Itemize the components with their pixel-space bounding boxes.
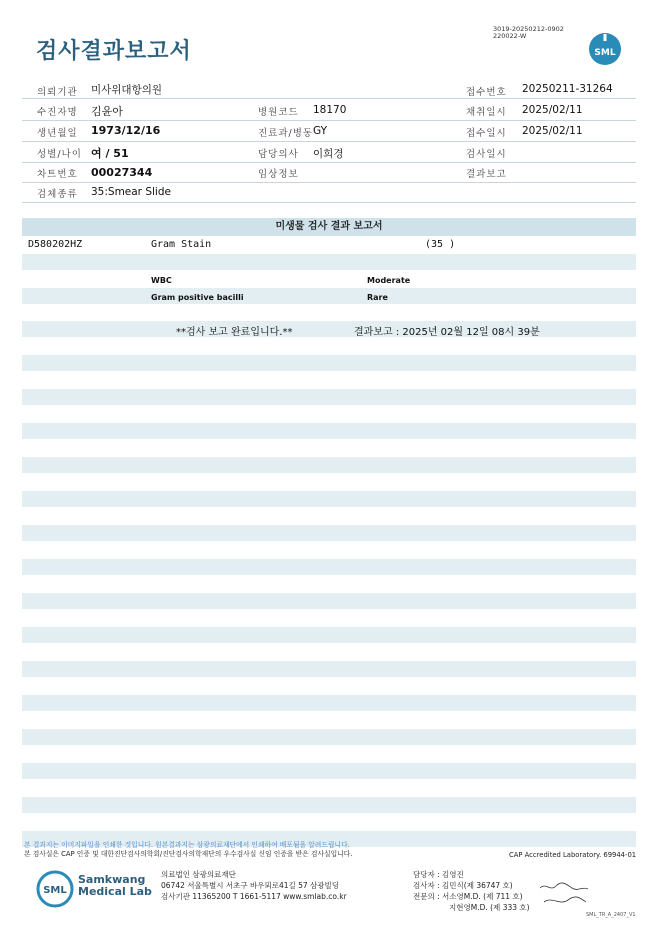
row-stripe <box>22 695 636 711</box>
row-stripe <box>22 491 636 507</box>
row-stripe <box>22 763 636 779</box>
receipt-date: 2025/02/11 <box>522 125 583 137</box>
label-patient-name: 수진자명 <box>37 107 78 118</box>
result-name-gpb: Gram positive bacilli <box>151 293 244 302</box>
label-receipt-date: 접수일시 <box>466 128 507 139</box>
doc-code-line1: 3019-20250212-0902 <box>493 25 564 33</box>
row-stripe <box>22 321 636 337</box>
doc-code <box>493 26 564 40</box>
row-stripe <box>22 729 636 745</box>
label-doctor: 담당의사 <box>258 149 299 160</box>
result-value-gpb: Rare <box>367 293 388 302</box>
divider <box>22 120 636 121</box>
label-clinical-info: 임상정보 <box>258 169 299 180</box>
label-collection-date: 채취일시 <box>466 107 507 118</box>
staff-specialist1: 전문의 : 서소영M.D. (제 711 호) <box>413 892 523 901</box>
sml-footer-logo-icon <box>36 870 74 908</box>
label-test-date: 검사일시 <box>466 149 507 160</box>
row-stripe <box>22 457 636 473</box>
section-title: 미생물 검사 결과 보고서 <box>22 218 636 236</box>
label-result-report: 결과보고 <box>466 169 507 180</box>
row-stripe <box>22 559 636 575</box>
result-value-wbc: Moderate <box>367 276 411 285</box>
chart-no: 00027344 <box>91 166 153 179</box>
svg-text:SML: SML <box>594 48 616 58</box>
label-birth-date: 생년월일 <box>37 128 78 139</box>
label-requesting-org: 의뢰기관 <box>37 87 78 98</box>
divider <box>22 98 636 99</box>
staff-manager: 담당자 : 김영진 <box>413 870 464 879</box>
row-stripe <box>22 797 636 813</box>
row-stripe <box>22 593 636 609</box>
collection-date: 2025/02/11 <box>522 104 583 116</box>
row-stripe <box>22 389 636 405</box>
row-stripe <box>22 355 636 371</box>
address-block <box>161 869 347 902</box>
brand-name-line2: Medical Lab <box>78 885 152 898</box>
address-org: 의료법인 삼광의료재단 <box>161 870 236 879</box>
test-name: Gram Stain <box>151 239 212 250</box>
test-code: D580202HZ <box>28 239 83 250</box>
signature-icon <box>538 880 590 910</box>
staff-block <box>413 869 530 913</box>
report-time: 결과보고 : 2025년 02월 12일 08시 39분 <box>354 327 540 338</box>
birth-date: 1973/12/16 <box>91 124 161 137</box>
notice-certification: 본 검사실은 CAP 인증 및 대한진단검사의학회/진단검사의학재단의 우수검사실 신임 인증을 받은 검사실입니다. <box>24 850 353 858</box>
brand-name-line1: Samkwang <box>78 873 146 886</box>
label-department: 진료과/병동 <box>258 128 314 139</box>
row-stripe <box>22 661 636 677</box>
notice-image-print: 본 결과지는 이미지파일을 인쇄한 것입니다. 원본결과지는 삼광의료재단에서 인쇄하여 배포됨을 알려드립니다. <box>24 841 350 849</box>
row-stripe <box>22 627 636 643</box>
divider <box>22 182 636 183</box>
patient-name: 김윤아 <box>91 105 123 118</box>
hospital-code: 18170 <box>313 104 347 116</box>
department: GY <box>313 125 328 137</box>
staff-tester: 검사자 : 김민식(제 36747 호) <box>413 881 513 890</box>
row-stripe <box>22 254 636 270</box>
staff-specialist2: 지현영M.D. (제 333 호) <box>449 903 530 912</box>
brand-name <box>78 874 152 898</box>
divider <box>22 162 636 163</box>
row-stripe <box>22 288 636 304</box>
sex-age: 여 / 51 <box>91 147 129 160</box>
label-hospital-code: 병원코드 <box>258 107 299 118</box>
divider <box>22 202 636 203</box>
svg-text:SML: SML <box>43 885 67 896</box>
label-receipt-no: 접수번호 <box>466 87 507 98</box>
label-specimen-type: 검체종류 <box>37 189 78 200</box>
label-chart-no: 차트번호 <box>37 169 78 180</box>
requesting-org: 미사위대항의원 <box>91 84 163 96</box>
divider <box>22 141 636 142</box>
sml-logo-icon <box>588 32 622 66</box>
doctor: 이희경 <box>313 148 344 160</box>
form-code: SML_TR_A_2407_V1 <box>586 912 636 918</box>
row-stripe <box>22 423 636 439</box>
doc-code-line2: 220022-W <box>493 32 527 40</box>
result-name-wbc: WBC <box>151 276 172 285</box>
specimen-type: 35:Smear Slide <box>91 186 171 198</box>
address-contact: 검사기관 11365200 T 1661-5117 www.smlab.co.kr <box>161 892 347 901</box>
row-stripe <box>22 525 636 541</box>
page-title: 검사결과보고서 <box>36 39 192 64</box>
receipt-no: 20250211-31264 <box>522 83 613 95</box>
cap-accreditation: CAP Accredited Laboratory. 69944-01 <box>509 851 637 859</box>
test-number: (35 ) <box>425 239 456 250</box>
label-sex-age: 성별/나이 <box>37 149 82 160</box>
complete-message: **검사 보고 완료입니다.** <box>176 327 293 338</box>
address-street: 06742 서울특별시 서초구 바우뫼로41길 57 삼광빌딩 <box>161 881 340 890</box>
